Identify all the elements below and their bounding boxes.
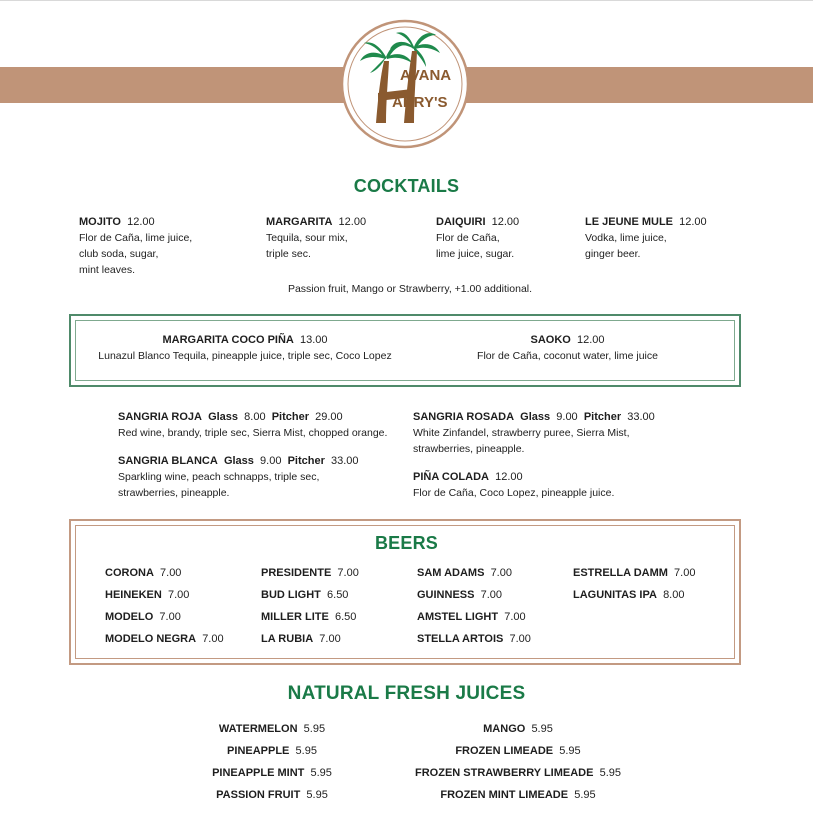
cocktail-daiquiri bbox=[436, 214, 519, 262]
beer-item: CORONA 7.00 bbox=[105, 567, 182, 579]
beer-item: GUINNESS 7.00 bbox=[417, 589, 503, 601]
item-desc: strawberries, pineapple. bbox=[118, 487, 230, 499]
logo-line2: ARRY'S bbox=[392, 94, 448, 111]
item-desc: club soda, sugar, bbox=[79, 248, 159, 260]
beer-item: LAGUNITAS IPA 8.00 bbox=[573, 589, 685, 601]
juice-item: MANGO 5.95 bbox=[483, 723, 553, 735]
beer-item: ESTRELLA DAMM 7.00 bbox=[573, 567, 696, 579]
item-price: 12.00 bbox=[338, 216, 367, 228]
sangria-rosada bbox=[413, 409, 655, 457]
beer-item: BUD LIGHT 6.50 bbox=[261, 589, 349, 601]
item-price: 12.00 bbox=[495, 471, 523, 483]
top-divider bbox=[0, 0, 813, 1]
item-price: 12.00 bbox=[679, 216, 707, 228]
juice-item: FROZEN STRAWBERRY LIMEADE 5.95 bbox=[415, 767, 621, 779]
item-desc: White Zinfandel, strawberry puree, Sierra Mist, bbox=[413, 427, 630, 439]
item-price: 12.00 bbox=[127, 216, 155, 228]
item-desc: lime juice, sugar. bbox=[436, 248, 515, 260]
beers-title: BEERS bbox=[374, 533, 438, 553]
juice-item: PINEAPPLE 5.95 bbox=[227, 745, 317, 757]
item-price: 13.00 bbox=[299, 334, 328, 346]
item-desc: Flor de Caña, bbox=[436, 232, 500, 244]
special-saoko bbox=[430, 332, 705, 364]
item-name: SANGRIA ROJA bbox=[118, 411, 202, 423]
cocktail-margarita bbox=[266, 214, 366, 262]
cocktails-note: Passion fruit, Mango or Strawberry, +1.00 additional. bbox=[287, 283, 533, 295]
item-price: 12.00 bbox=[576, 334, 605, 346]
pina-colada bbox=[413, 469, 614, 501]
item-name: SANGRIA ROSADA bbox=[413, 411, 515, 423]
item-desc: ginger beer. bbox=[585, 248, 641, 260]
juice-item: WATERMELON 5.95 bbox=[218, 723, 326, 735]
glass-price: 9.00 bbox=[260, 455, 282, 467]
glass-price: 9.00 bbox=[556, 411, 578, 423]
item-name: MARGARITA COCO PIÑA bbox=[162, 334, 294, 346]
beer-item: MILLER LITE 6.50 bbox=[261, 611, 357, 623]
sangria-roja bbox=[118, 409, 387, 441]
pitcher-label: Pitcher bbox=[271, 411, 309, 423]
pitcher-price: 29.00 bbox=[315, 411, 343, 423]
item-desc: Vodka, lime juice, bbox=[585, 232, 667, 244]
pitcher-price: 33.00 bbox=[627, 411, 655, 423]
pitcher-price: 33.00 bbox=[331, 455, 359, 467]
cocktails-title: COCKTAILS bbox=[353, 176, 460, 196]
item-desc: Flor de Caña, coconut water, lime juice bbox=[477, 350, 658, 362]
glass-label: Glass bbox=[520, 411, 551, 423]
beer-item: STELLA ARTOIS 7.00 bbox=[417, 633, 531, 645]
beer-item: MODELO 7.00 bbox=[105, 611, 181, 623]
logo-line1: AVANA bbox=[400, 67, 452, 84]
cocktail-le-jeune-mule bbox=[585, 214, 707, 262]
havana-harrys-logo bbox=[340, 19, 470, 149]
item-name: SANGRIA BLANCA bbox=[118, 455, 218, 467]
item-desc: Tequila, sour mix, bbox=[266, 232, 348, 244]
item-desc: mint leaves. bbox=[79, 264, 136, 276]
glass-price: 8.00 bbox=[244, 411, 266, 423]
juice-item: FROZEN MINT LIMEADE 5.95 bbox=[440, 789, 596, 801]
item-name: LE JEUNE MULE bbox=[585, 216, 674, 228]
item-desc: triple sec. bbox=[266, 248, 311, 260]
juices-title: NATURAL FRESH JUICES bbox=[287, 683, 526, 704]
sangria-blanca bbox=[118, 453, 359, 501]
item-desc: Sparkling wine, peach schnapps, triple sec, bbox=[118, 471, 320, 483]
glass-label: Glass bbox=[223, 455, 254, 467]
beer-item: AMSTEL LIGHT 7.00 bbox=[417, 611, 526, 623]
beer-item: MODELO NEGRA 7.00 bbox=[105, 633, 224, 645]
item-name: SAOKO bbox=[530, 334, 571, 346]
glass-label: Glass bbox=[208, 411, 239, 423]
item-price: 12.00 bbox=[491, 216, 520, 228]
beer-item: PRESIDENTE 7.00 bbox=[261, 567, 359, 579]
item-desc: strawberries, pineapple. bbox=[413, 443, 525, 455]
beer-item: SAM ADAMS 7.00 bbox=[417, 567, 512, 579]
beer-item: LA RUBIA 7.00 bbox=[261, 633, 341, 645]
juice-item: FROZEN LIMEADE 5.95 bbox=[455, 745, 581, 757]
item-name: MARGARITA bbox=[266, 216, 333, 228]
item-name: PIÑA COLADA bbox=[413, 471, 489, 483]
juice-item: PINEAPPLE MINT 5.95 bbox=[212, 767, 332, 779]
item-name: DAIQUIRI bbox=[436, 216, 486, 228]
item-desc: Red wine, brandy, triple sec, Sierra Mist, chopped orange. bbox=[118, 427, 388, 439]
item-desc: Lunazul Blanco Tequila, pineapple juice, triple sec, Coco Lopez bbox=[98, 350, 392, 362]
pitcher-label: Pitcher bbox=[287, 455, 325, 467]
item-desc: Flor de Caña, Coco Lopez, pineapple juice. bbox=[413, 487, 615, 499]
special-margarita-coco-pina bbox=[80, 332, 410, 364]
item-desc: Flor de Caña, lime juice, bbox=[79, 232, 193, 244]
pitcher-label: Pitcher bbox=[583, 411, 622, 423]
juice-item: PASSION FRUIT 5.95 bbox=[216, 789, 328, 801]
cocktail-mojito bbox=[79, 214, 192, 278]
item-name: MOJITO bbox=[79, 216, 121, 228]
beer-item: HEINEKEN 7.00 bbox=[105, 589, 190, 601]
